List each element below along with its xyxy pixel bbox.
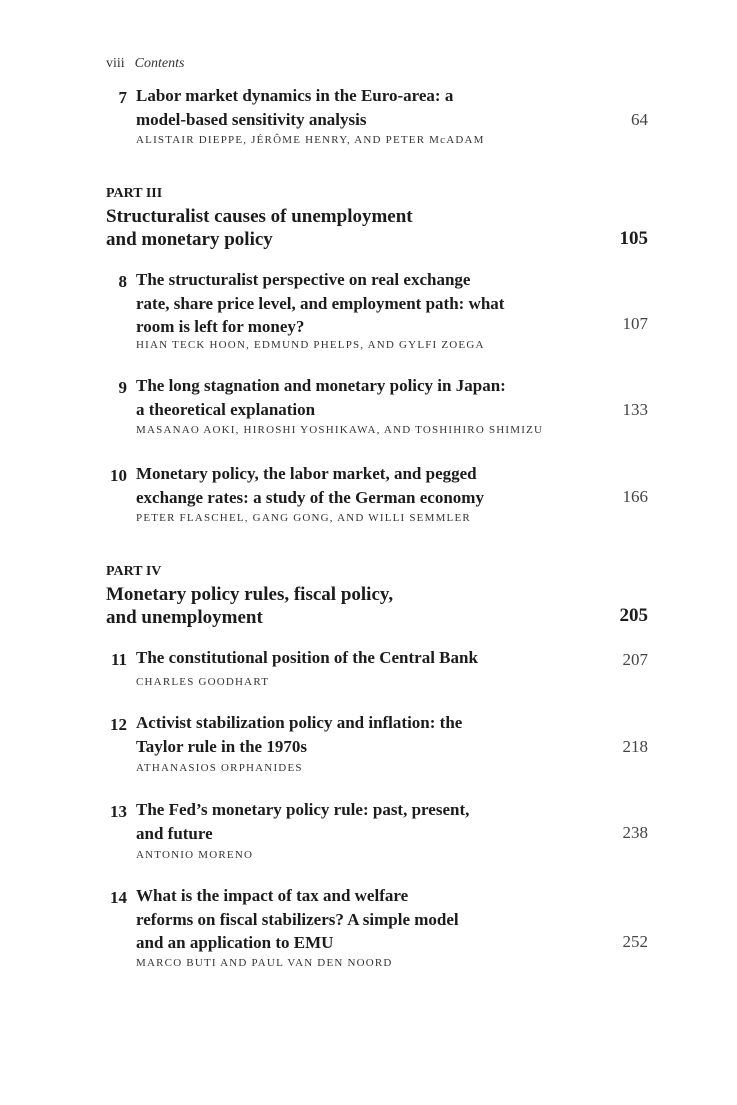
- chapter-page-number[interactable]: 207: [622, 650, 648, 669]
- chapter-title-line: a theoretical explanation: [136, 399, 316, 419]
- chapter-authors: CHARLES GOODHART: [136, 676, 270, 688]
- chapter-number: 8: [118, 272, 127, 291]
- part-page-number[interactable]: 205: [619, 605, 648, 626]
- part-title[interactable]: [106, 205, 413, 251]
- chapter-page-number[interactable]: 166: [622, 487, 648, 506]
- chapter-title[interactable]: [136, 711, 462, 758]
- part-label: PART III: [106, 186, 163, 201]
- part-title-line: Structuralist causes of unemployment: [106, 206, 413, 227]
- chapter-title[interactable]: [136, 798, 469, 845]
- chapter-authors: ANTONIO MORENO: [136, 849, 254, 861]
- chapter-title[interactable]: [136, 374, 506, 421]
- chapter-title-line: and future: [136, 823, 213, 843]
- chapter-title-line: and an application to EMU: [136, 933, 334, 952]
- running-head-label: Contents: [134, 56, 185, 71]
- chapter-title-line: Monetary policy, the labor market, and pegged: [136, 464, 477, 483]
- chapter-title[interactable]: [136, 462, 484, 509]
- chapter-number: 14: [110, 888, 127, 907]
- part-title[interactable]: [106, 583, 393, 629]
- chapter-title[interactable]: [136, 884, 459, 955]
- chapter-authors: HIAN TECK HOON, EDMUND PHELPS, AND GYLFI ZOEGA: [136, 339, 485, 351]
- chapter-title-line: model-based sensitivity analysis: [136, 109, 367, 129]
- chapter-title-line: The long stagnation and monetary policy in Japan:: [136, 376, 506, 395]
- chapter-number: 10: [110, 466, 127, 485]
- chapter-title-line: reforms on fiscal stabilizers? A simple model: [136, 909, 459, 929]
- chapter-page-number[interactable]: 133: [622, 400, 648, 419]
- chapter-page-number[interactable]: 218: [622, 737, 648, 756]
- chapter-title-line: exchange rates: a study of the German economy: [136, 487, 484, 507]
- chapter-number: 13: [110, 802, 127, 821]
- chapter-page-number[interactable]: 252: [622, 932, 648, 951]
- chapter-title-line: The structuralist perspective on real exchange: [136, 270, 471, 289]
- chapter-number: 12: [110, 715, 127, 734]
- chapter-title-line: Labor market dynamics in the Euro-area: a: [136, 86, 454, 105]
- chapter-number: 9: [118, 378, 127, 397]
- chapter-page-number[interactable]: 238: [622, 823, 648, 842]
- chapter-title-line: room is left for money?: [136, 317, 305, 336]
- chapter-authors: MARCO BUTI AND PAUL VAN DEN NOORD: [136, 957, 393, 969]
- chapter-number: 7: [118, 88, 127, 107]
- part-title-line: Monetary policy rules, fiscal policy,: [106, 584, 394, 605]
- part-page-number[interactable]: 105: [619, 228, 648, 249]
- chapter-title-line: Taylor rule in the 1970s: [136, 736, 307, 756]
- chapter-title[interactable]: [136, 84, 453, 131]
- chapter-title-line: The constitutional position of the Central Bank: [136, 648, 478, 667]
- part-label: PART IV: [106, 564, 162, 579]
- running-head: [106, 56, 184, 72]
- chapter-title[interactable]: [136, 646, 478, 670]
- chapter-title-line: Activist stabilization policy and inflation: the: [136, 713, 463, 732]
- chapter-page-number[interactable]: 107: [622, 314, 648, 333]
- part-title-line: and unemployment: [106, 607, 263, 628]
- chapter-authors: PETER FLASCHEL, GANG GONG, AND WILLI SEMMLER: [136, 512, 471, 524]
- chapter-authors: ALISTAIR DIEPPE, JÉRÔME HENRY, AND PETER McADAM: [136, 134, 485, 146]
- chapter-title-line: What is the impact of tax and welfare: [136, 886, 409, 905]
- chapter-number: 11: [110, 650, 127, 669]
- chapter-title-line: The Fed’s monetary policy rule: past, present,: [136, 800, 470, 819]
- part-title-line: and monetary policy: [106, 229, 273, 250]
- chapter-page-number[interactable]: 64: [631, 110, 648, 129]
- chapter-authors: MASANAO AOKI, HIROSHI YOSHIKAWA, AND TOSHIHIRO SHIMIZU: [136, 424, 544, 436]
- running-head-page-numeral: viii: [106, 56, 125, 71]
- chapter-authors: ATHANASIOS ORPHANIDES: [136, 762, 303, 774]
- chapter-title-line: rate, share price level, and employment path: what: [136, 293, 505, 313]
- chapter-title[interactable]: [136, 268, 504, 339]
